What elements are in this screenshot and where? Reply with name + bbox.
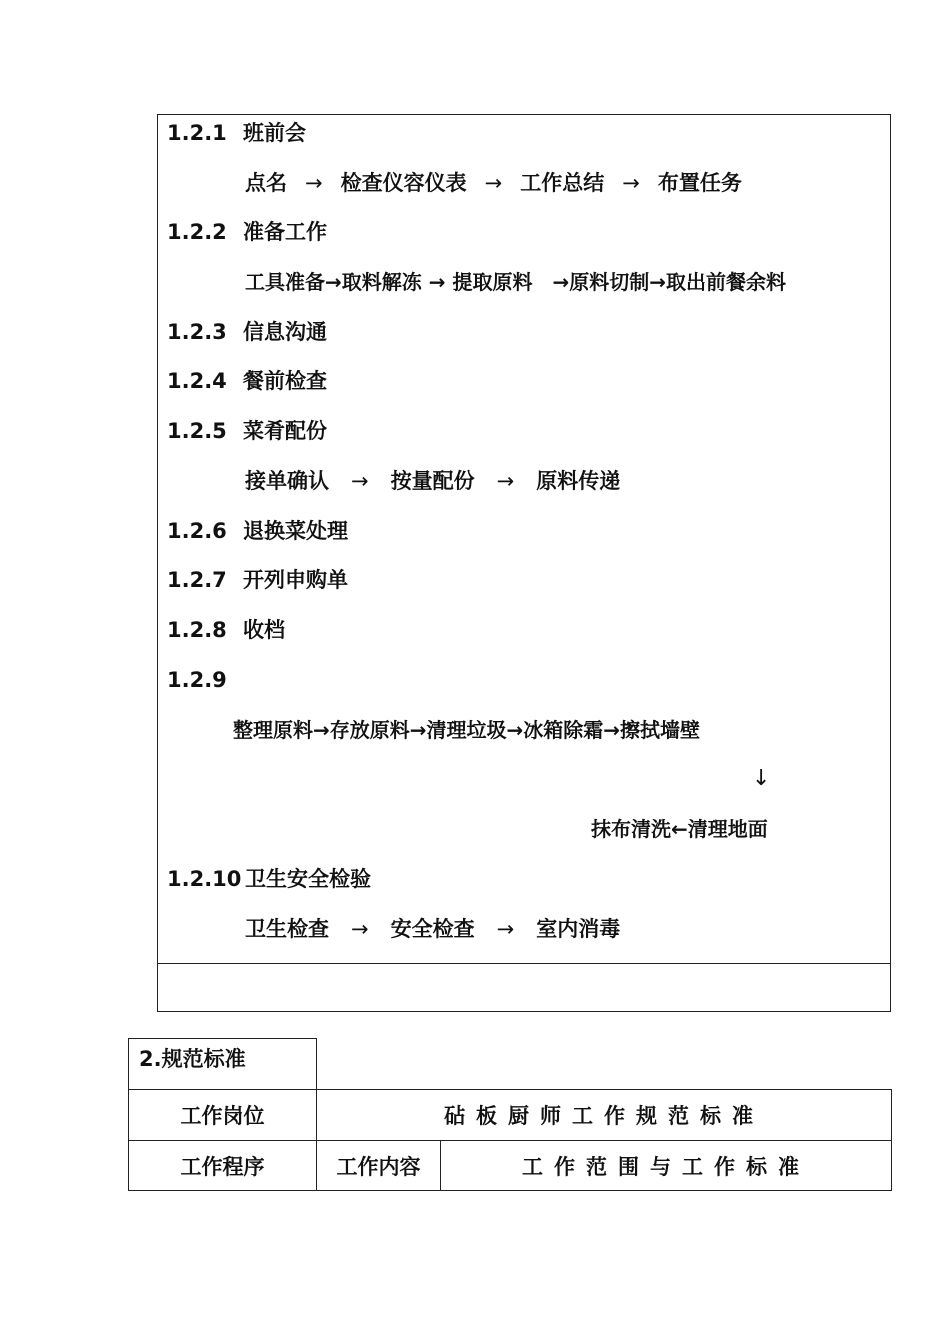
item-title: 班前会 bbox=[243, 121, 306, 145]
standards-table bbox=[128, 1038, 892, 1191]
item-number: 1.2.8 bbox=[167, 618, 227, 642]
item-number: 1.2.4 bbox=[167, 369, 227, 393]
flow-step: 点名 bbox=[245, 171, 287, 195]
item-number: 1.2.9 bbox=[167, 668, 227, 692]
flow-step: 卫生检查 bbox=[245, 917, 329, 941]
arrow-icon: → bbox=[622, 171, 640, 195]
arrow-icon: → bbox=[496, 469, 515, 493]
item-1-2-3 bbox=[167, 318, 327, 346]
item-1-2-8 bbox=[167, 616, 285, 644]
item-number: 1.2.5 bbox=[167, 419, 227, 443]
arrow-icon: → bbox=[484, 171, 503, 195]
item-number: 1.2.6 bbox=[167, 519, 227, 543]
flow-step: 原料传递 bbox=[536, 469, 621, 493]
flow-step: 按量配份 bbox=[390, 469, 475, 493]
item-title: 开列申购单 bbox=[243, 568, 348, 592]
flow-1-2-9-return: 抹布清洗←清理地面 bbox=[591, 817, 768, 841]
flow-1-2-2: 工具准备→取料解冻 → 提取原料 →原料切制→取出前餐余料 bbox=[245, 270, 786, 294]
item-title: 信息沟通 bbox=[243, 320, 327, 344]
item-1-2-1 bbox=[167, 119, 306, 147]
arrow-icon: → bbox=[496, 917, 515, 941]
position-value: 砧板厨师工作规范标准 bbox=[316, 1089, 892, 1141]
flow-step: 工作总结 bbox=[520, 171, 605, 195]
arrow-icon: → bbox=[305, 171, 323, 195]
arrow-icon: → bbox=[351, 469, 369, 493]
item-title: 收档 bbox=[243, 618, 285, 642]
arrow-icon: → bbox=[351, 917, 369, 941]
flow-1-2-10 bbox=[245, 915, 620, 943]
item-number: 1.2.2 bbox=[167, 220, 227, 244]
item-1-2-4 bbox=[167, 367, 327, 395]
item-title: 退换菜处理 bbox=[243, 519, 348, 543]
scope-header: 工作范围与工作标准 bbox=[440, 1140, 892, 1191]
item-title: 准备工作 bbox=[243, 220, 327, 244]
item-title: 卫生安全检验 bbox=[245, 867, 371, 891]
flow-1-2-5 bbox=[245, 467, 620, 495]
item-title: 餐前检查 bbox=[243, 369, 327, 393]
section-heading: 2.规范标准 bbox=[128, 1038, 317, 1090]
item-1-2-6 bbox=[167, 517, 348, 545]
procedure-label: 工作程序 bbox=[128, 1140, 317, 1191]
item-number: 1.2.1 bbox=[167, 121, 227, 145]
content-header: 工作内容 bbox=[316, 1140, 441, 1191]
flow-step: 安全检查 bbox=[390, 917, 475, 941]
item-1-2-2 bbox=[167, 218, 327, 246]
flow-step: 布置任务 bbox=[657, 171, 742, 195]
item-1-2-7 bbox=[167, 566, 348, 594]
down-arrow-icon: ↓ bbox=[752, 766, 771, 791]
item-1-2-10 bbox=[167, 865, 371, 893]
box-divider bbox=[158, 963, 890, 964]
item-number: 1.2.7 bbox=[167, 568, 227, 592]
item-number: 1.2.3 bbox=[167, 320, 227, 344]
item-number: 1.2.10 bbox=[167, 867, 242, 891]
item-title: 菜肴配份 bbox=[243, 419, 327, 443]
position-label: 工作岗位 bbox=[128, 1089, 317, 1141]
item-1-2-5 bbox=[167, 417, 327, 445]
flow-step: 检查仪容仪表 bbox=[340, 171, 467, 195]
flow-step: 室内消毒 bbox=[536, 917, 621, 941]
flow-1-2-1 bbox=[245, 169, 742, 197]
item-1-2-9 bbox=[167, 666, 243, 694]
flow-step: 接单确认 bbox=[245, 469, 329, 493]
flow-1-2-9: 整理原料→存放原料→清理垃圾→冰箱除霜→擦拭墙壁 bbox=[233, 718, 701, 742]
